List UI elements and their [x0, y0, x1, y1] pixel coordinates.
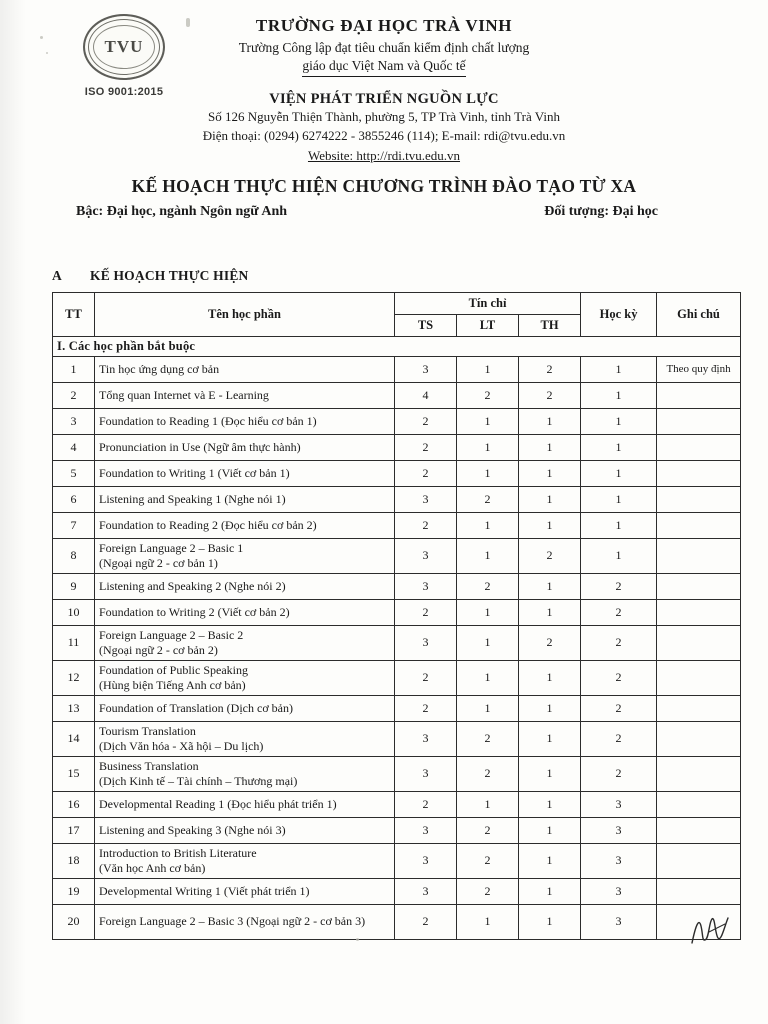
university-tagline-line2: giáo dục Việt Nam và Quốc tế	[302, 57, 465, 77]
cell-tt: 1	[53, 356, 95, 382]
cell-tt: 9	[53, 573, 95, 599]
cell-course-name: Foundation to Writing 2 (Viết cơ bản 2)	[95, 599, 395, 625]
section-heading	[0, 268, 768, 284]
cell-tt: 16	[53, 791, 95, 817]
table-row	[53, 695, 741, 721]
table-row	[53, 434, 741, 460]
table-group-row	[53, 336, 741, 356]
handwritten-signature	[688, 912, 734, 946]
table-row	[53, 460, 741, 486]
table-row	[53, 721, 741, 756]
cell-th: 1	[519, 573, 581, 599]
cell-ts: 2	[395, 460, 457, 486]
cell-th: 1	[519, 843, 581, 878]
cell-lt: 2	[457, 486, 519, 512]
table-header	[53, 292, 741, 336]
cell-course-name: Developmental Writing 1 (Viết phát triển 1)	[95, 878, 395, 904]
cell-ts: 4	[395, 382, 457, 408]
cell-course-name: Listening and Speaking 1 (Nghe nói 1)	[95, 486, 395, 512]
cell-ts: 3	[395, 573, 457, 599]
cell-ts: 2	[395, 660, 457, 695]
unit-name: VIỆN PHÁT TRIỂN NGUỒN LỰC	[269, 91, 499, 108]
table-row	[53, 660, 741, 695]
table-row	[53, 625, 741, 660]
cell-note	[657, 817, 741, 843]
cell-th: 1	[519, 408, 581, 434]
cell-tt: 5	[53, 460, 95, 486]
cell-th: 1	[519, 486, 581, 512]
cell-ts: 3	[395, 817, 457, 843]
cell-ts: 3	[395, 356, 457, 382]
cell-th: 1	[519, 660, 581, 695]
table-row	[53, 878, 741, 904]
cell-tt: 12	[53, 660, 95, 695]
cell-note	[657, 878, 741, 904]
col-header-course-name: Tên học phần	[95, 292, 395, 336]
cell-ts: 3	[395, 721, 457, 756]
cell-note	[657, 512, 741, 538]
university-name: TRƯỜNG ĐẠI HỌC TRÀ VINH	[255, 16, 513, 35]
cell-course-name: Pronunciation in Use (Ngữ âm thực hành)	[95, 434, 395, 460]
group-label: I. Các học phần bắt buộc	[53, 336, 741, 356]
cell-term: 2	[581, 573, 657, 599]
cell-lt: 1	[457, 434, 519, 460]
cell-term: 1	[581, 512, 657, 538]
cell-lt: 1	[457, 695, 519, 721]
cell-tt: 20	[53, 904, 95, 939]
unit-phone-email: Điện thoại: (0294) 6274222 - 3855246 (114); E-mail: rdi@tvu.edu.vn	[202, 128, 566, 144]
scan-speck	[356, 938, 359, 941]
cell-term: 1	[581, 408, 657, 434]
target-audience: Đối tượng: Đại học	[544, 203, 658, 219]
col-header-th: TH	[519, 314, 581, 336]
cell-tt: 10	[53, 599, 95, 625]
cell-tt: 7	[53, 512, 95, 538]
university-logo	[64, 14, 184, 98]
cell-lt: 1	[457, 460, 519, 486]
cell-th: 1	[519, 904, 581, 939]
cell-term: 3	[581, 878, 657, 904]
cell-th: 1	[519, 817, 581, 843]
cell-lt: 2	[457, 756, 519, 791]
cell-note	[657, 573, 741, 599]
document-title: KẾ HOẠCH THỰC HIỆN CHƯƠNG TRÌNH ĐÀO TẠO TỪ XA	[131, 175, 637, 196]
cell-tt: 13	[53, 695, 95, 721]
cell-th: 1	[519, 756, 581, 791]
cell-note	[657, 599, 741, 625]
table-row	[53, 512, 741, 538]
cell-course-name: Foundation to Reading 1 (Đọc hiểu cơ bản 1)	[95, 408, 395, 434]
cell-lt: 1	[457, 512, 519, 538]
cell-term: 2	[581, 599, 657, 625]
cell-tt: 2	[53, 382, 95, 408]
cell-lt: 2	[457, 817, 519, 843]
cell-note: Theo quy định	[657, 356, 741, 382]
cell-term: 3	[581, 791, 657, 817]
cell-course-name: Tourism Translation (Dịch Văn hóa - Xã hội – Du lịch)	[95, 721, 395, 756]
table-body	[53, 336, 741, 939]
cell-note	[657, 538, 741, 573]
cell-th: 1	[519, 460, 581, 486]
col-header-lt: LT	[457, 314, 519, 336]
cell-note	[657, 408, 741, 434]
cell-th: 2	[519, 625, 581, 660]
table-row	[53, 904, 741, 939]
cell-ts: 2	[395, 512, 457, 538]
cell-tt: 3	[53, 408, 95, 434]
study-plan-table	[52, 292, 741, 940]
cell-lt: 2	[457, 573, 519, 599]
cell-course-name: Foundation to Writing 1 (Viết cơ bản 1)	[95, 460, 395, 486]
cell-course-name: Foundation to Reading 2 (Đọc hiểu cơ bản 2)	[95, 512, 395, 538]
cell-course-name: Foreign Language 2 – Basic 1 (Ngoại ngữ 2 - cơ bản 1)	[95, 538, 395, 573]
cell-th: 2	[519, 538, 581, 573]
cell-lt: 1	[457, 791, 519, 817]
cell-course-name: Foundation of Public Speaking (Hùng biện Tiếng Anh cơ bản)	[95, 660, 395, 695]
cell-lt: 1	[457, 625, 519, 660]
cell-course-name: Foundation of Translation (Dịch cơ bản)	[95, 695, 395, 721]
cell-term: 1	[581, 460, 657, 486]
col-header-term: Học kỳ	[581, 292, 657, 336]
cell-note	[657, 721, 741, 756]
table-row	[53, 817, 741, 843]
cell-th: 1	[519, 599, 581, 625]
cell-th: 1	[519, 721, 581, 756]
cell-ts: 2	[395, 408, 457, 434]
iso-certification-label: ISO 9001:2015	[84, 86, 164, 98]
cell-course-name: Foreign Language 2 – Basic 3 (Ngoại ngữ 2 - cơ bản 3)	[95, 904, 395, 939]
cell-ts: 3	[395, 878, 457, 904]
cell-ts: 2	[395, 904, 457, 939]
cell-lt: 2	[457, 843, 519, 878]
cell-tt: 8	[53, 538, 95, 573]
table-row	[53, 538, 741, 573]
table-row	[53, 408, 741, 434]
cell-tt: 14	[53, 721, 95, 756]
cell-lt: 2	[457, 721, 519, 756]
cell-course-name: Listening and Speaking 2 (Nghe nói 2)	[95, 573, 395, 599]
cell-course-name: Listening and Speaking 3 (Nghe nói 3)	[95, 817, 395, 843]
cell-ts: 2	[395, 791, 457, 817]
cell-term: 3	[581, 843, 657, 878]
cell-tt: 6	[53, 486, 95, 512]
cell-course-name: Business Translation (Dịch Kinh tế – Tài chính – Thương mại)	[95, 756, 395, 791]
cell-note	[657, 434, 741, 460]
section-letter: A	[52, 267, 62, 283]
cell-th: 1	[519, 434, 581, 460]
cell-ts: 2	[395, 599, 457, 625]
cell-term: 1	[581, 434, 657, 460]
document-header	[0, 0, 768, 220]
section-title: KẾ HOẠCH THỰC HIỆN	[90, 267, 249, 283]
cell-th: 1	[519, 695, 581, 721]
cell-note	[657, 756, 741, 791]
cell-ts: 3	[395, 486, 457, 512]
table-row	[53, 599, 741, 625]
plan-table-wrapper	[0, 292, 768, 940]
cell-ts: 2	[395, 695, 457, 721]
cell-lt: 2	[457, 382, 519, 408]
cell-lt: 1	[457, 904, 519, 939]
col-header-note: Ghi chú	[657, 292, 741, 336]
document-subtitle-row	[76, 204, 692, 220]
table-row	[53, 356, 741, 382]
cell-term: 2	[581, 721, 657, 756]
cell-term: 2	[581, 695, 657, 721]
cell-term: 3	[581, 904, 657, 939]
cell-ts: 3	[395, 625, 457, 660]
cell-tt: 11	[53, 625, 95, 660]
cell-note	[657, 460, 741, 486]
cell-ts: 3	[395, 756, 457, 791]
cell-ts: 2	[395, 434, 457, 460]
cell-course-name: Tổng quan Internet và E - Learning	[95, 382, 395, 408]
cell-term: 2	[581, 625, 657, 660]
cell-course-name: Foreign Language 2 – Basic 2 (Ngoại ngữ 2 - cơ bản 2)	[95, 625, 395, 660]
cell-note	[657, 486, 741, 512]
cell-term: 1	[581, 356, 657, 382]
table-header-row-1	[53, 292, 741, 314]
cell-note	[657, 791, 741, 817]
unit-website[interactable]: Website: http://rdi.tvu.edu.vn	[307, 148, 461, 164]
cell-th: 1	[519, 791, 581, 817]
table-row	[53, 756, 741, 791]
cell-tt: 18	[53, 843, 95, 878]
unit-address: Số 126 Nguyễn Thiện Thành, phường 5, TP Trà Vinh, tỉnh Trà Vinh	[208, 109, 560, 125]
cell-th: 1	[519, 512, 581, 538]
cell-term: 1	[581, 538, 657, 573]
cell-note	[657, 625, 741, 660]
col-header-tt: TT	[53, 292, 95, 336]
cell-tt: 17	[53, 817, 95, 843]
cell-th: 1	[519, 878, 581, 904]
cell-tt: 4	[53, 434, 95, 460]
table-row	[53, 573, 741, 599]
cell-course-name: Introduction to British Literature (Văn học Anh cơ bản)	[95, 843, 395, 878]
cell-lt: 1	[457, 660, 519, 695]
program-level: Bậc: Đại học, ngành Ngôn ngữ Anh	[76, 203, 288, 219]
cell-course-name: Developmental Reading 1 (Đọc hiểu phát triển 1)	[95, 791, 395, 817]
table-row	[53, 843, 741, 878]
cell-term: 2	[581, 660, 657, 695]
cell-lt: 1	[457, 599, 519, 625]
col-header-credits: Tín chỉ	[395, 292, 581, 314]
cell-th: 2	[519, 356, 581, 382]
cell-lt: 1	[457, 356, 519, 382]
cell-term: 3	[581, 817, 657, 843]
cell-th: 2	[519, 382, 581, 408]
table-row	[53, 486, 741, 512]
cell-lt: 1	[457, 538, 519, 573]
tvu-seal-icon	[83, 14, 165, 80]
cell-tt: 15	[53, 756, 95, 791]
cell-ts: 3	[395, 843, 457, 878]
cell-term: 1	[581, 382, 657, 408]
cell-lt: 1	[457, 408, 519, 434]
cell-note	[657, 382, 741, 408]
table-row	[53, 382, 741, 408]
cell-tt: 19	[53, 878, 95, 904]
cell-ts: 3	[395, 538, 457, 573]
university-tagline-line1: Trường Công lập đạt tiêu chuẩn kiểm định chất lượng	[238, 40, 530, 55]
cell-note	[657, 660, 741, 695]
col-header-ts: TS	[395, 314, 457, 336]
cell-term: 1	[581, 486, 657, 512]
cell-lt: 2	[457, 878, 519, 904]
cell-note	[657, 695, 741, 721]
cell-term: 2	[581, 756, 657, 791]
cell-course-name: Tin học ứng dụng cơ bản	[95, 356, 395, 382]
cell-note	[657, 843, 741, 878]
table-row	[53, 791, 741, 817]
